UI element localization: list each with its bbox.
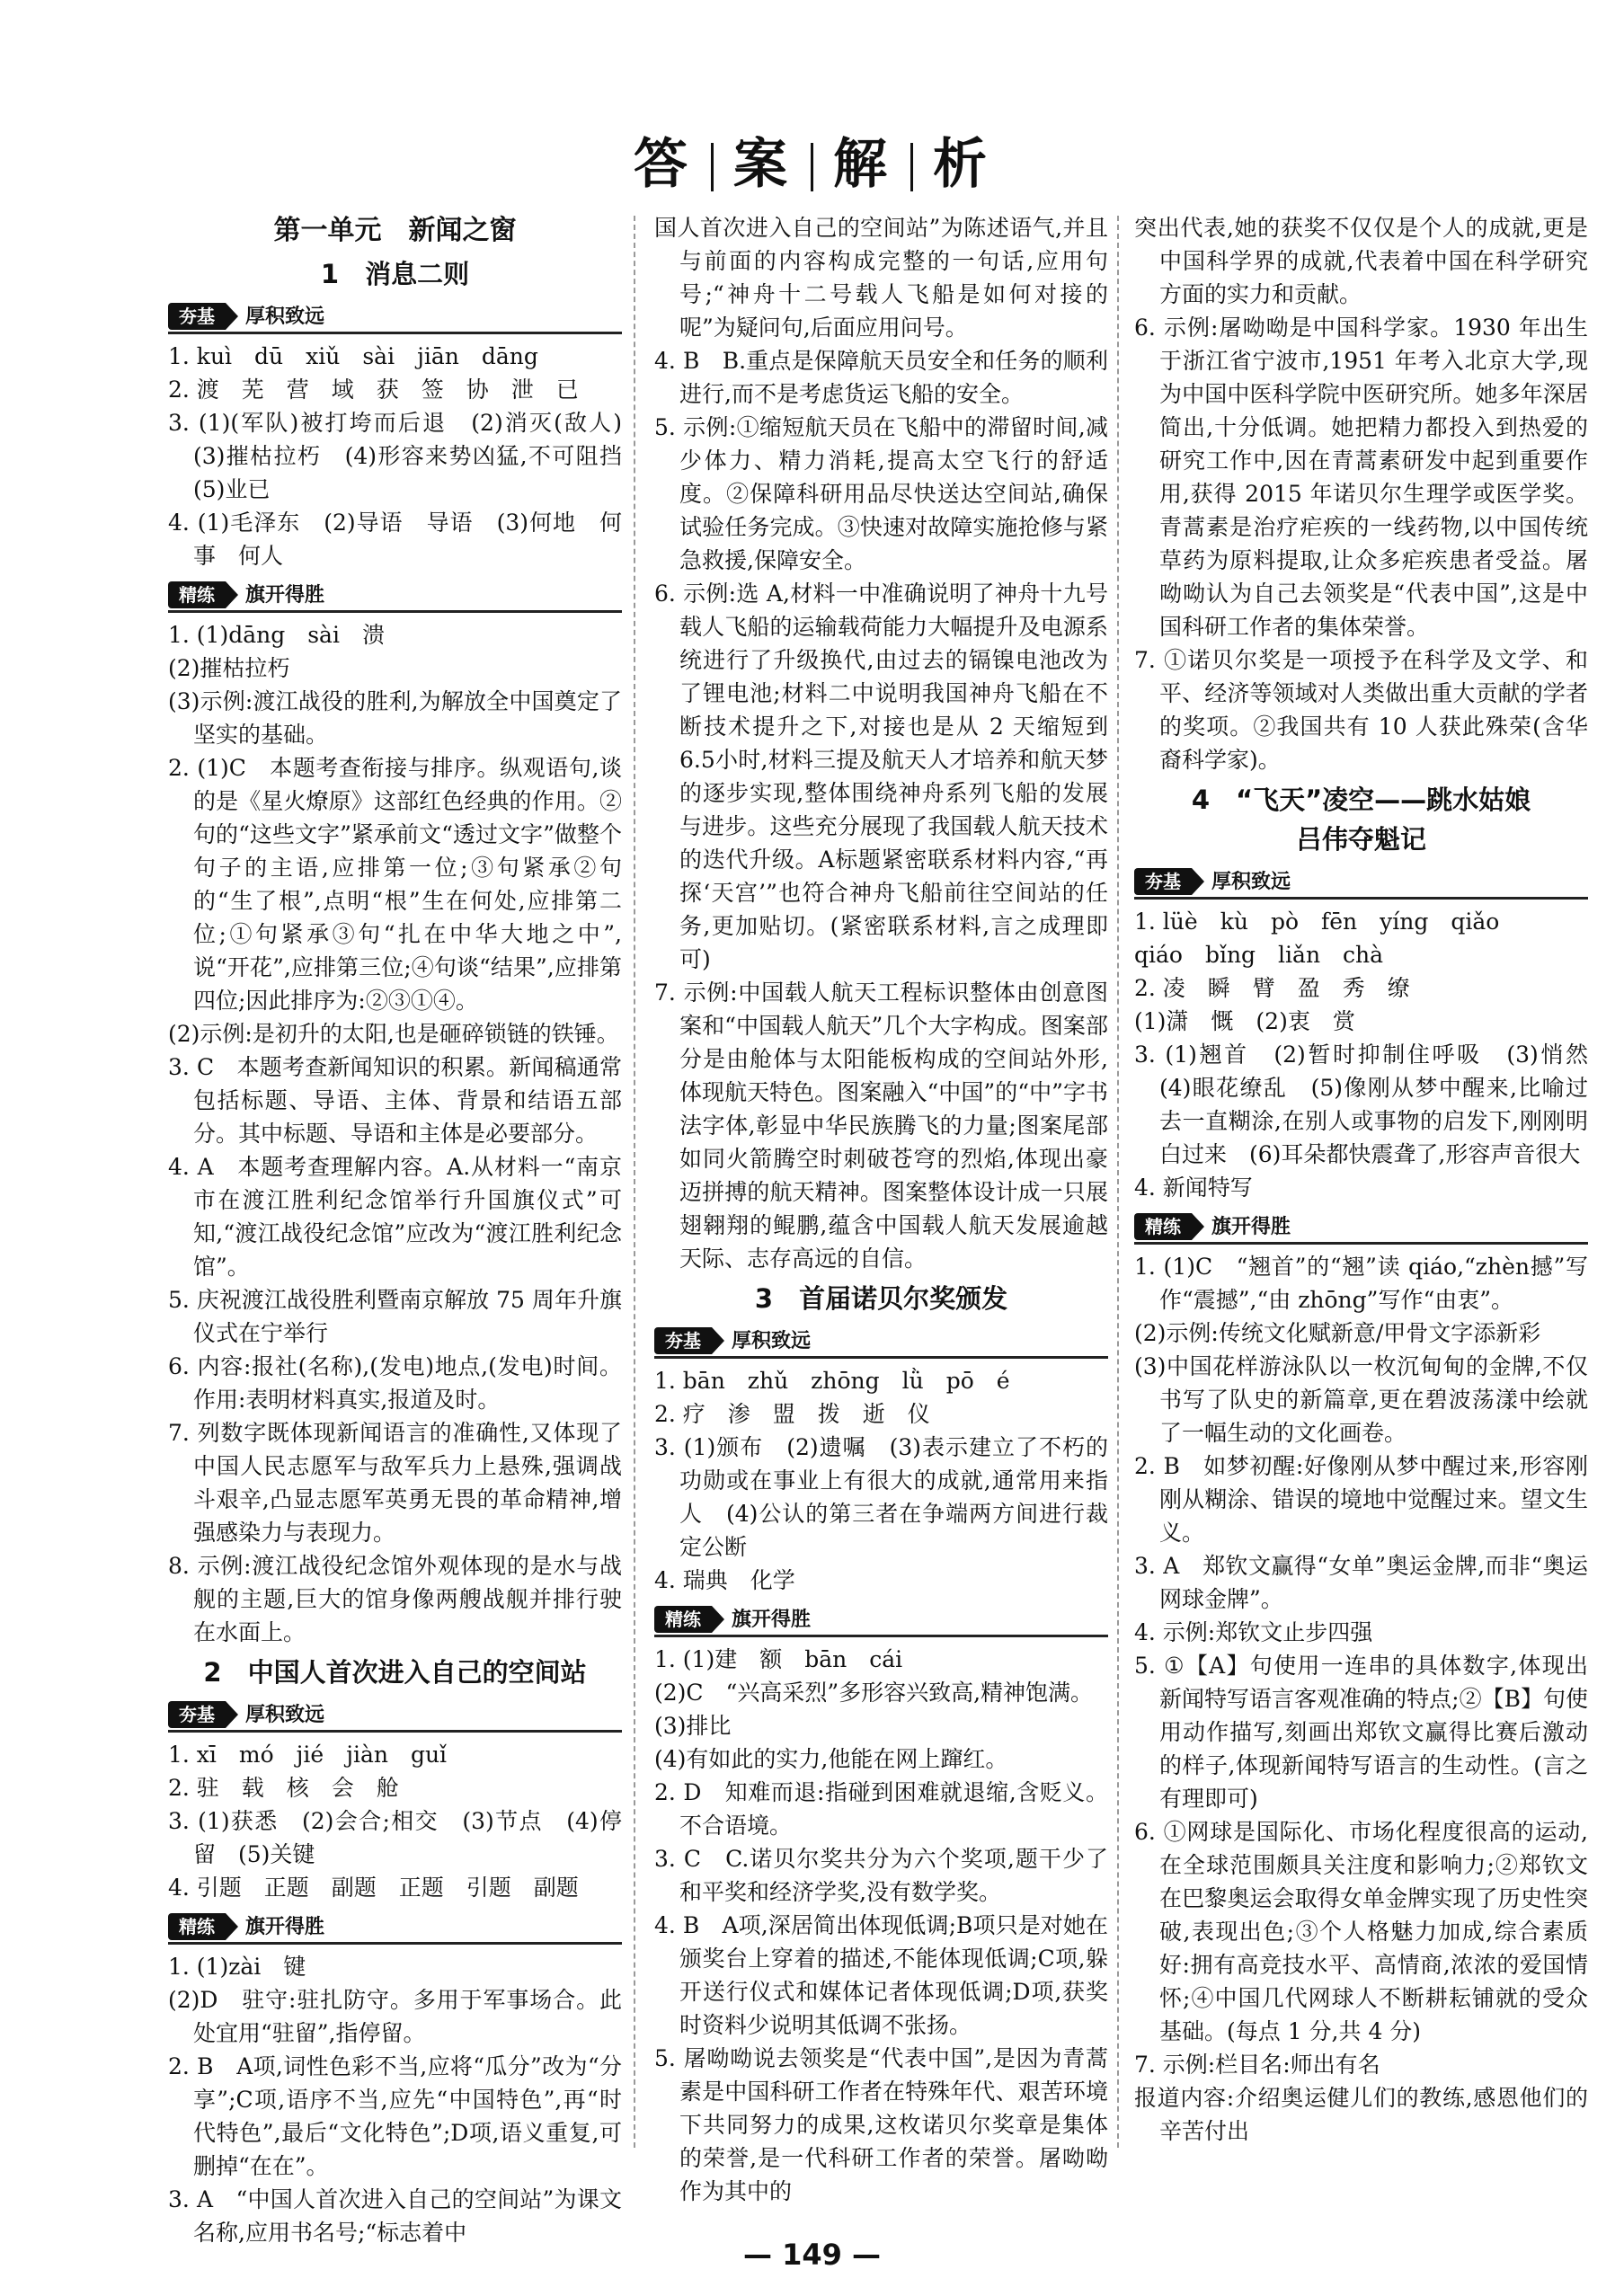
- section-name: 厚积致远: [245, 1703, 325, 1726]
- answer-item: (2)摧枯拉朽: [168, 655, 290, 681]
- section-name: 厚积致远: [732, 1329, 812, 1352]
- answer-item: (4)有如此的实力,他能在网上蹿红。: [654, 1746, 1008, 1772]
- answer-item: (3)示例:渡江战役的胜利,为解放全中国奠定了坚实的基础。: [168, 688, 622, 748]
- section-header: [654, 1604, 1108, 1637]
- title-separator: [910, 143, 913, 191]
- answer-item: 3. (1)获悉 (2)会合;相交 (3)节点 (4)停留 (5)关键: [168, 1808, 622, 1867]
- answer-item: 1. lüè kù pò fēn yíng qiǎo: [1134, 909, 1500, 935]
- answer-item: 3. A “中国人首次进入自己的空间站”为课文名称,应用书名号;“标志着中: [168, 2186, 622, 2246]
- section-header: [168, 1911, 622, 1945]
- section-tag: 夯基: [168, 303, 226, 330]
- answer-item: 3. (1)(军队)被打垮而后退 (2)消灭(敌人) (3)摧枯拉朽 (4)形容来势凶猛,不可阻挡 (5)业已: [168, 410, 645, 502]
- title-separator: [811, 143, 813, 191]
- column-divider: [1117, 216, 1119, 2148]
- section-tag: 精练: [168, 1913, 226, 1940]
- section-tag: 夯基: [1134, 868, 1192, 895]
- answer-list: [168, 618, 622, 1649]
- column-3: [1134, 211, 1611, 2148]
- lesson-title: 1 消息二则: [320, 259, 470, 289]
- answer-item: 4. 新闻特写: [1134, 1175, 1253, 1201]
- answer-item: 2. 驻 载 核 会 舱: [168, 1775, 399, 1801]
- lesson-subtitle: 吕伟夺魁记: [1295, 824, 1426, 855]
- answer-item: 1. (1)建 额 bān cái: [654, 1646, 903, 1672]
- section-tag: 精练: [1134, 1213, 1192, 1240]
- section-name: 旗开得胜: [245, 1915, 325, 1938]
- section-tag: 夯基: [654, 1327, 712, 1354]
- answer-item: 4. (1)毛泽东 (2)导语 导语 (3)何地 何事 何人: [168, 510, 622, 569]
- answer-item: 6. ①网球是国际化、市场化程度很高的运动,在全球范围颇具关注度和影响力;②郑钦文在巴黎奥运会取得女单金牌实现了历史性突破,表现出色;③个人格魅力加成,综合素质好:拥有高竞技水平、高情商,浓浓的爱国情怀;④中国几代网球人不断耕耘铺就的受众基础。(每点 1 分,共 4 分): [1134, 1819, 1588, 2044]
- title-char: 案: [733, 133, 791, 196]
- page-title: [0, 121, 1624, 199]
- answer-item: 4. 引题 正题 副题 正题 引题 副题: [168, 1875, 579, 1901]
- answer-item: 3. C C.诺贝尔奖共分为六个奖项,题干少了和平奖和经济学奖,没有数学奖。: [654, 1846, 1108, 1905]
- answer-item: 国人首次进入自己的空间站”为陈述语气,并且与前面的内容构成完整的一句话,应用句号;“神舟十二号载人飞船是如何对接的呢”为疑问句,后面应用问号。: [654, 215, 1108, 341]
- answer-item: 5. 庆祝渡江战役胜利暨南京解放 75 周年升旗仪式在宁举行: [168, 1287, 622, 1346]
- lesson-title: 2 中国人首次进入自己的空间站: [203, 1657, 587, 1688]
- section-header: [168, 580, 622, 613]
- answer-item: (2)示例:是初升的太阳,也是砸碎锁链的铁锤。: [168, 1021, 619, 1047]
- answer-item: 报道内容:介绍奥运健儿们的教练,感恩他们的辛苦付出: [1134, 2085, 1588, 2144]
- answer-list: [654, 1364, 1108, 1597]
- lesson-title: 3 首届诺贝尔奖颁发: [754, 1283, 1008, 1314]
- unit-title: 第一单元 新闻之窗: [273, 215, 517, 246]
- title-char: 解: [833, 133, 891, 196]
- answer-item: 2. 渡 芜 营 域 获 签 协 泄 已: [168, 377, 579, 403]
- answer-list: [654, 211, 1108, 1275]
- answer-item: 7. 示例:栏目名:师出有名: [1134, 2052, 1380, 2078]
- section-tag: 夯基: [168, 1701, 226, 1728]
- title-separator: [711, 143, 714, 191]
- answer-item: 2. B 如梦初醒:好像刚从梦中醒过来,形容刚刚从糊涂、错误的境地中觉醒过来。望文生义。: [1134, 1453, 1588, 1546]
- answer-item: 3. A 郑钦文赢得“女单”奥运金牌,而非“奥运网球金牌”。: [1134, 1553, 1588, 1612]
- answer-item: 4. 示例:郑钦文止步四强: [1134, 1619, 1373, 1645]
- answer-list: [1134, 1250, 1588, 2148]
- section-name: 厚积致远: [1211, 870, 1291, 893]
- lesson-title: 4 “飞天”凌空——跳水姑娘: [1191, 785, 1531, 815]
- answer-list: [168, 1950, 622, 2249]
- answer-item: qiáo bǐng liǎn chà: [1134, 942, 1384, 968]
- answer-item: (2)C “兴高采烈”多形容兴致高,精神饱满。: [654, 1680, 1094, 1706]
- answer-item: 6. 示例:屠呦呦是中国科学家。1930 年出生于浙江省宁波市,1951 年考入北京大学,现为中国中医科学院中医研究所。她多年深居简出,十分低调。她把精力都投入到热爱的研究工作中,因在青蒿素研发中起到重要作用,获得 2015 年诺贝尔生理学或医学奖。青蒿素是治疗疟疾的一线药物,以中国传统草药为原料提取,让众多疟疾患者受益。屠呦呦认为自己去领奖是“代表中国”,这是中国科研工作者的集体荣誉。: [1134, 315, 1588, 640]
- answer-item: 1. xī mó jié jiàn guǐ: [168, 1742, 448, 1768]
- answer-list: [654, 1643, 1108, 2208]
- answer-item: 4. B A项,深居简出体现低调;B项只是对她在颁奖台上穿着的描述,不能体现低调;C项,躲开送行仪式和媒体记者体现低调;D项,获奖时资料少说明其低调不张扬。: [654, 1912, 1108, 2038]
- answer-item: 5. 屠呦呦说去领奖是“代表中国”,是因为青蒿素是中国科研工作者在特殊年代、艰苦环境下共同努力的成果,这枚诺贝尔奖章是集体的荣誉,是一代科研工作者的荣誉。屠呦呦作为其中的: [654, 2045, 1108, 2204]
- answer-item: 4. A 本题考查理解内容。A.从材料一“南京市在渡江胜利纪念馆举行升国旗仪式”可知,“渡江战役纪念馆”应改为“渡江胜利纪念馆”。: [168, 1154, 622, 1280]
- answer-item: 1. kuì dū xiǔ sài jiān dāng: [168, 343, 538, 369]
- answer-item: 5. ①【A】句使用一连串的具体数字,体现出新闻特写语言客观准确的特点;②【B】句使用动作描写,刻画出郑钦文赢得比赛后激动的样子,体现新闻特写语言的生动性。(言之有理即可): [1134, 1653, 1588, 1812]
- answer-item: 4. B B.重点是保障航天员安全和任务的顺利进行,而不是考虑货运飞船的安全。: [654, 348, 1108, 407]
- answer-item: 7. 列数字既体现新闻语言的准确性,又体现了中国人民志愿军与敌军兵力上悬殊,强调战斗艰辛,凸显志愿军英勇无畏的革命精神,增强感染力与表现力。: [168, 1420, 622, 1546]
- column-2: [654, 211, 1108, 2208]
- answer-item: 1. (1)zài 键: [168, 1954, 306, 1980]
- section-name: 旗开得胜: [1211, 1215, 1291, 1238]
- answer-item: 6. 示例:选 A,材料一中准确说明了神舟十九号载人飞船的运输载荷能力大幅提升及电源系统进行了升级换代,由过去的镉镍电池改为了锂电池;材料二中说明我国神舟飞船在不断技术提升之下,对接也是从 2 天缩短到6.5小时,材料三提及航天人才培养和航天梦的逐步实现,整体围绕神舟系列飞船的发展与进步。这些充分展现了我国载人航天技术的迭代升级。A标题紧密联系材料内容,“再探‘天宫’”也符合神舟飞船前往空间站的任务,更加贴切。(紧密联系材料,言之成理即可): [654, 581, 1108, 972]
- answer-item: 3. (1)颁布 (2)遗嘱 (3)表示建立了不朽的功勋或在事业上有很大的成就,通常用来指人 (4)公认的第三者在争端两方间进行裁定公断: [654, 1434, 1108, 1560]
- answer-item: (2)D 驻守:驻扎防守。多用于军事场合。此处宜用“驻留”,指停留。: [168, 1987, 622, 2046]
- section-header: [654, 1325, 1108, 1359]
- answer-item: 7. ①诺贝尔奖是一项授予在科学及文学、和平、经济等领域对人类做出重大贡献的学者的奖项。②我国共有 10 人获此殊荣(含华裔科学家)。: [1134, 647, 1588, 773]
- answer-list: [1134, 211, 1588, 776]
- answer-item: 1. (1)C “翘首”的“翘”读 qiáo,“zhèn撼”写作“震撼”,“由 zhōng”写作“由衷”。: [1134, 1254, 1588, 1313]
- answer-item: 1. bān zhǔ zhōng lǜ pō é: [654, 1368, 1010, 1394]
- answer-item: (3)排比: [654, 1713, 732, 1739]
- answer-item: (3)中国花样游泳队以一枚沉甸甸的金牌,不仅书写了队史的新篇章,更在碧波荡漾中绘就了一幅生动的文化画卷。: [1134, 1353, 1588, 1446]
- page-number: — 149 —: [742, 2238, 882, 2272]
- answer-item: (1)潇 慨 (2)衷 赏: [1134, 1008, 1355, 1034]
- answer-item: 2. (1)C 本题考查衔接与排序。纵观语句,谈的是《星火燎原》这部红色经典的作用。②句的“这些文字”紧承前文“透过文字”做整个句子的主语,应排第一位;③句紧承②句的“生了根”,点明“根”生在何处,应排第二位;①句紧承③句“扎在中华大地之中”,说“开花”,应排第三位;④句谈“结果”,应排第四位;因此排序为:②③①④。: [168, 755, 622, 1014]
- answer-item: 3. C 本题考查新闻知识的积累。新闻稿通常包括标题、导语、主体、背景和结语五部分。其中标题、导语和主体是必要部分。: [168, 1054, 622, 1147]
- answer-item: 2. B A项,词性色彩不当,应将“瓜分”改为“分享”;C项,语序不当,应先“中国特色”,再“时代特色”,最后“文化特色”;D项,语义重复,可删掉“在在”。: [168, 2053, 622, 2179]
- answer-item: 8. 示例:渡江战役纪念馆外观体现的是水与战舰的主题,巨大的馆身像两艘战舰并排行驶在水面上。: [168, 1553, 622, 1645]
- answer-item: 突出代表,她的获奖不仅仅是个人的成就,更是中国科学界的成就,代表着中国在科学研究方面的实力和贡献。: [1134, 215, 1588, 307]
- section-tag: 精练: [168, 581, 226, 608]
- answer-item: 4. 瑞典 化学: [654, 1567, 795, 1593]
- title-char: 答: [634, 133, 691, 196]
- answer-item: 7. 示例:中国载人航天工程标识整体由创意图案和“中国载人航天”几个大字构成。图案部分是由舱体与太阳能板构成的空间站外形,体现航天特色。图案融入“中国”的“中”字书法字体,彰显中华民族腾飞的力量;图案尾部如同火箭腾空时刺破苍穹的烈焰,体现出豪迈拼搏的航天精神。图案整体设计成一只展翅翱翔的鲲鹏,蕴含中国载人航天发展逾越天际、志存高远的自信。: [654, 980, 1108, 1272]
- section-header: [168, 301, 622, 334]
- column-1: [168, 211, 645, 2249]
- answer-list: [168, 340, 645, 572]
- answer-list: [1134, 905, 1611, 1204]
- section-header: [1134, 1211, 1588, 1245]
- section-header: [1134, 866, 1588, 900]
- answer-list: [168, 1738, 622, 1904]
- section-name: 厚积致远: [245, 305, 325, 328]
- section-tag: 精练: [654, 1606, 712, 1633]
- answer-item: 2. 凌 瞬 臂 盈 秀 缭: [1134, 975, 1410, 1001]
- section-header: [168, 1699, 622, 1733]
- answer-item: 2. 疗 渗 盟 拨 逝 仪: [654, 1401, 930, 1427]
- answer-item: 6. 内容:报社(名称),(发电)地点,(发电)时间。作用:表明材料真实,报道及时。: [168, 1353, 622, 1413]
- answer-item: 5. 示例:①缩短航天员在飞船中的滞留时间,减少体力、精力消耗,提高太空飞行的舒适度。②保障科研用品尽快送达空间站,确保试验任务完成。③快速对故障实施抢修与紧急救援,保障安全。: [654, 414, 1108, 573]
- section-name: 旗开得胜: [245, 583, 325, 607]
- column-divider: [634, 216, 635, 2148]
- answer-item: 1. (1)dāng sài 溃: [168, 622, 385, 648]
- answer-item: 3. (1)翘首 (2)暂时抑制住呼吸 (3)悄然 (4)眼花缭乱 (5)像刚从梦中醒来,比喻过去一直糊涂,在别人或事物的启发下,刚刚明白过来 (6)耳朵都快震聋了,形容声音很大: [1134, 1042, 1611, 1167]
- answer-item: (2)示例:传统文化赋新意/甲骨文字添新彩: [1134, 1320, 1541, 1346]
- answer-item: 2. D 知难而退:指碰到困难就退缩,含贬义。不合语境。: [654, 1779, 1108, 1839]
- section-name: 旗开得胜: [732, 1608, 812, 1631]
- title-char: 析: [933, 133, 990, 196]
